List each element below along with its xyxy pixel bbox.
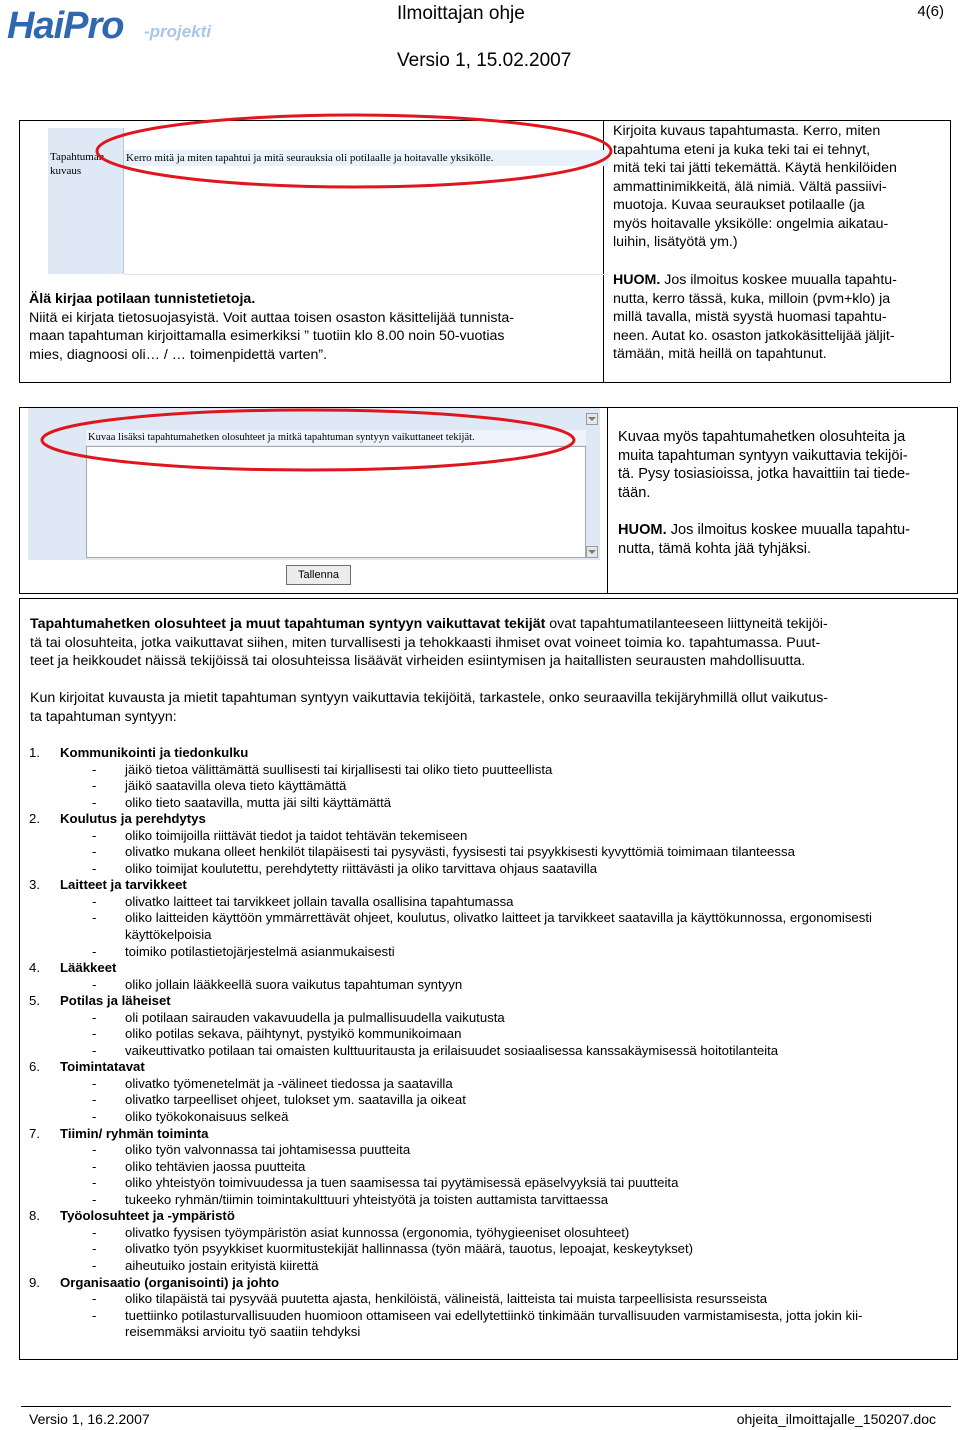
conditions-form-screenshot (28, 408, 600, 586)
factor-category (29, 993, 949, 1010)
factor-question: - vaikeuttivatko potilaan tai omaisten kulttuuritausta ja erilaisuudet sosiaalisessa kanssakäymisessä hoitotilanteita (92, 1042, 779, 1058)
factor-question: - oliko työn valvonnassa tai johtamisessa puutteita (92, 1142, 411, 1158)
category-title: Toimintatavat (60, 1059, 145, 1075)
description-placeholder: Kerro mitä ja miten tapahtui ja mitä seurauksia oli potilaalle ja hoitavalle yksikölle. (126, 152, 494, 164)
factor-question: - olivatko työmenetelmät ja -välineet tiedossa ja saatavilla (92, 1075, 453, 1091)
red-highlight-ellipse (94, 112, 614, 190)
factor-question: - aiheutuiko jostain erityistä kiirettä (92, 1257, 319, 1273)
section-conditions-box (19, 407, 958, 594)
patient-id-warning: Älä kirjaa potilaan tunnistetietoja. Niitä ei kirjata tietosuojasyistä. Voit auttaa toisen osaston käsittelijää tunnista- maan tapahtuman kirjoittamalla esimerkiksi ” tuotiin klo 8.00 noin 50-vuotias mies, diagnoosi oli… / … toimenpidettä varten”. (29, 291, 514, 363)
category-title: Potilas ja läheiset (60, 993, 171, 1009)
factor-category (29, 745, 949, 762)
category-number: 1. (29, 745, 40, 760)
document-version: Versio 1, 15.02.2007 (397, 50, 572, 71)
footer-filename: ohjeita_ilmoittajalle_150207.doc (736, 1411, 936, 1427)
category-title: Organisaatio (organisointi) ja johto (60, 1274, 280, 1290)
section-description-box (19, 120, 951, 383)
factor-question: - olivatko fyysisen työympäristön asiat kunnossa (ergonomia, työhygieeniset olosuhteet) (92, 1224, 630, 1240)
form-label-description: Tapahtuman kuvaus (50, 151, 105, 177)
factor-category (29, 1126, 949, 1143)
factor-category (29, 1059, 949, 1076)
factor-question: - oli potilaan sairauden vakavuudella ja pulmallisuudella vaikutusta (92, 1009, 505, 1025)
factor-question: - toimiko potilastietojärjestelmä asianmukaisesti (92, 943, 395, 959)
factor-question: - oliko tieto saatavilla, mutta jäi silti käyttämättä (92, 794, 392, 810)
factor-question: - oliko tehtävien jaossa puutteita (92, 1158, 306, 1174)
factor-category (29, 877, 949, 894)
category-number: 7. (29, 1125, 40, 1141)
save-button[interactable]: Tallenna (286, 565, 351, 585)
factor-question: - oliko potilas sekava, päihtynyt, pystyikö kommunikoimaan (92, 1026, 462, 1042)
scroll-up-arrow-icon[interactable] (586, 413, 598, 425)
page-number: 4(6) (917, 3, 944, 20)
factor-question: - jäikö tietoa välittämättä suullisesti tai kirjallisesti tai oliko tieto puutteellista (92, 761, 553, 777)
category-number: 6. (29, 1059, 40, 1075)
logo-main-text: HaiPro (7, 5, 124, 47)
description-form-screenshot (48, 128, 608, 276)
factor-question: - oliko tilapäistä tai pysyvää puutetta ajasta, henkilöistä, välineistä, laitteista tai muista tarpeellisista resursseista (92, 1291, 768, 1307)
factor-question: - oliko laitteiden käyttöön ymmärrettävät ohjeet, koulutus, olivatko laitteet ja tarvikkeet saatavilla ja käyttökunnossa, ergonomisesti käyttökelpoisia (92, 910, 872, 943)
category-title: Koulutus ja perehdytys (60, 811, 206, 827)
factor-category-list (29, 745, 949, 1341)
factor-question: - tukeeko ryhmän/tiimin toimintakulttuuri yhteistyötä ja toisten auttamista tarvittaessa (92, 1191, 609, 1207)
description-instructions: Kirjoita kuvaus tapahtumasta. Kerro, miten tapahtuma eteni ja kuka teki tai ei tehnyt, mitä teki tai jätti tekemättä. Käytä henkilöiden ammattinimikkeitä, älä nimiä. Vältä passiivi- muotoja. Kuvaa seuraukset potilaalle (ja myös hoitavalle yksikölle: ongelmia aikatau- luihin, lisätyötä ym.) (613, 123, 897, 250)
footer-version: Versio 1, 16.2.2007 (29, 1411, 150, 1427)
conditions-form-label: Kuvaa lisäksi tapahtumahetken olosuhteet ja mitkä tapahtuman syntyyn vaikuttaneet tekijät. (88, 432, 475, 443)
conditions-instructions: Kuvaa myös tapahtumahetken olosuhteita ja muita tapahtuman syntyyn vaikuttavia tekijöi- tä. Pysy tosiasioissa, jotka havaittiin tai tiede- tään. (618, 429, 911, 501)
factor-question: - tuettiinko potilasturvallisuuden huomioon ottamiseen vai edellytettiinkö tinkimään turvallisuuden varmistamisesta, jotta jokin kii- reisemmäksi arvioitu työ saatiin tehdyksi (92, 1307, 863, 1340)
category-number: 4. (29, 960, 40, 976)
category-title: Lääkkeet (60, 960, 117, 976)
factor-question: - olivatko tarpeelliset ohjeet, tulokset ym. saatavilla ja oikeat (92, 1092, 466, 1108)
factor-question: - jäikö saatavilla oleva tieto käyttämättä (92, 778, 347, 794)
factor-question: - olivatko laitteet tai tarvikkeet jollain tavalla osallisina tapahtumassa (92, 893, 514, 909)
factor-question: - oliko toimijat koulutettu, perehdytetty riittävästi ja oliko tarvittava ohjaus saatavilla (92, 860, 598, 876)
factor-category (29, 811, 949, 828)
logo-sub-text: -projekti (144, 22, 212, 41)
category-number: 9. (29, 1274, 40, 1290)
factor-question: - oliko toimijoilla riittävät tiedot ja taidot tehtävän tekemiseen (92, 827, 468, 843)
factor-question: - oliko yhteistyön toimivuudessa ja tuen saamisessa tai pyytämisessä epäselvyyksiä tai puutteita (92, 1175, 679, 1191)
factor-category (29, 1208, 949, 1225)
category-title: Tiimin/ ryhmän toiminta (60, 1125, 209, 1141)
document-title: Ilmoittajan ohje (397, 3, 525, 24)
category-number: 3. (29, 877, 40, 893)
category-title: Kommunikointi ja tiedonkulku (60, 745, 249, 760)
factor-category (29, 1275, 949, 1292)
factors-guidance-paragraph: Kun kirjoitat kuvausta ja mietit tapahtuman syntyyn vaikuttavia tekijöitä, tarkastele, onko seuraavilla tekijäryhmillä ollut vaikutus- ta tapahtuman syntyyn: (30, 690, 829, 725)
category-title: Työolosuhteet ja -ympäristö (60, 1208, 235, 1224)
factors-intro-paragraph: Tapahtumahetken olosuhteet ja muut tapahtuman syntyyn vaikuttavat tekijät ovat tapahtumatilanteeseen liittyneitä tekijöi- tä tai olosuhteita, jotka vaikuttavat siihen, miten turvallisesti ja tehokkaasti ihmiset ovat voineet toimia ko. tapahtumassa. Puut- teet ja heikkoudet näissä tekijöissä tai olosuhteissa lisäävät virheiden esiintymisen ja haitallisten seurausten mahdollisuutta. (30, 616, 828, 669)
red-highlight-ellipse (39, 407, 577, 473)
scroll-down-arrow-icon[interactable] (586, 546, 598, 558)
conditions-huom-note: HUOM. Jos ilmoitus koskee muualla tapahtu- nutta, tämä kohta jää tyhjäksi. (618, 522, 911, 557)
factor-question: - olivatko työn psyykkiset kuormitustekijät hallinnassa (työn määrä, tauotus, lepoajat, keskeytykset) (92, 1241, 694, 1257)
description-huom-note: HUOM. Jos ilmoitus koskee muualla tapahtu- nutta, kerro tässä, kuka, milloin (pvm+klo) ja millä tavalla, mistä syystä huomasi tapahtu- neen. Autat ko. osaston jatkokäsittelijää jäljit- tämään, mitä heillä on tapahtunut. (613, 272, 897, 362)
factor-question: - oliko jollain lääkkeellä suora vaikutus tapahtuman syntyyn (92, 976, 463, 992)
factor-question: - oliko työkokonaisuus selkeä (92, 1109, 289, 1125)
category-number: 2. (29, 811, 40, 827)
category-number: 8. (29, 1208, 40, 1224)
footer-rule (21, 1406, 951, 1407)
factor-question: - olivatko mukana olleet henkilöt tilapäisesti tai pysyvästi, fyysisesti tai psyykkisesti kyvyttömiä toimimaan tilanteessa (92, 844, 795, 860)
category-title: Laitteet ja tarvikkeet (60, 877, 187, 893)
factor-category (29, 960, 949, 977)
category-number: 5. (29, 993, 40, 1009)
